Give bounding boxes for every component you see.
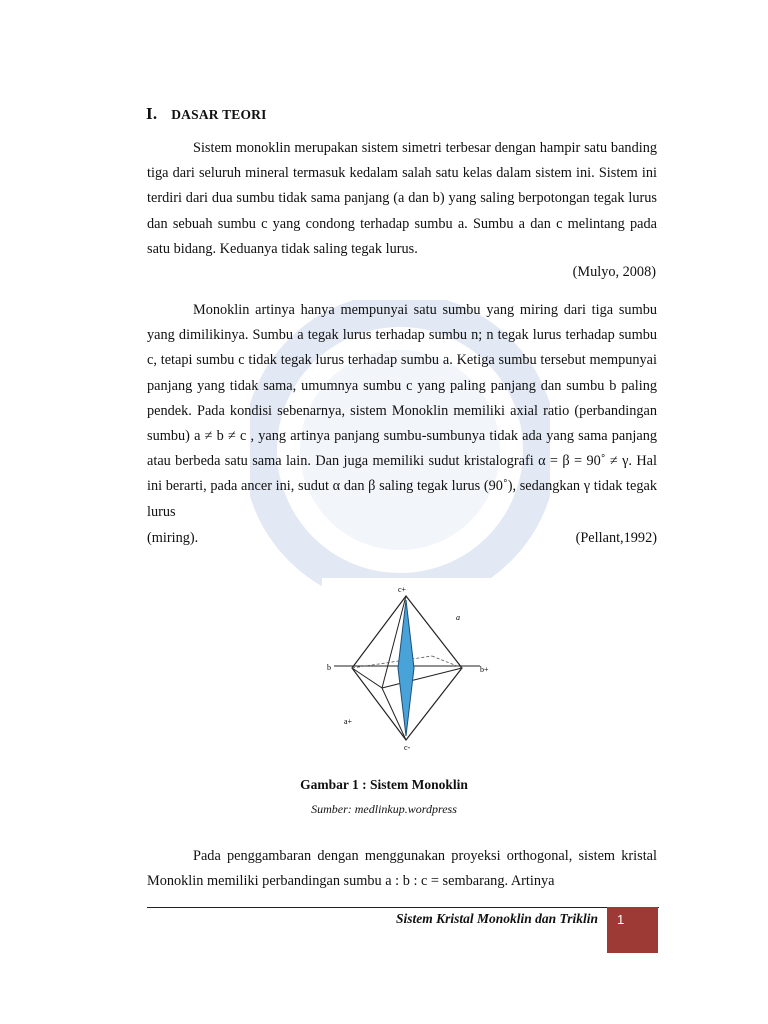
label-c-plus: c+ xyxy=(398,585,407,594)
section-heading xyxy=(146,104,267,124)
label-a-minus: a xyxy=(456,613,460,622)
citation-mulyo: (Mulyo, 2008) xyxy=(572,264,656,280)
figure-caption: Gambar 1 : Sistem Monoklin xyxy=(300,777,468,792)
label-b-minus: b xyxy=(327,663,331,672)
monoclinic-crystal-figure xyxy=(322,578,492,758)
paragraph-2-last-word: (miring). xyxy=(147,530,199,546)
page-number: 1 xyxy=(617,912,625,927)
citation-pellant: (Pellant,1992) xyxy=(575,530,657,546)
label-a-plus: a+ xyxy=(344,717,353,726)
footer-title: Sistem Kristal Monoklin dan Triklin xyxy=(395,911,598,926)
paragraph-1: Sistem monoklin merupakan sistem simetri terbesar dengan hampir satu banding tiga dari seluruh mineral termasuk kedalam salah satu kelas dalam sistem ini. Sistem ini terdiri dari dua sumbu tidak sama panjang (a dan b) yang saling berpotongan tegak lurus dan sebuah sumbu c yang condong terhadap sumbu a. Sumbu a dan c melintang pada satu bidang. Keduanya tidak saling tegak lurus. xyxy=(147,140,657,257)
label-b-plus: b+ xyxy=(480,665,489,674)
paragraph-2: Monoklin artinya hanya mempunyai satu sumbu yang miring dari tiga sumbu yang dimilikinya. Sumbu a tegak lurus terhadap sumbu n; n tegak lurus terhadap sumbu c, tetapi sumbu c tidak tegak lurus terhadap sumbu a. Ketiga sumbu tersebut mempunyai panjang yang tidak sama, umumnya sumbu c yang paling panjang dan sumbu b paling pendek. Pada kondisi sebenarnya, sistem Monoklin memiliki axial ratio (perbandingan sumbu) a ≠ b ≠ c , yang artinya panjang sumbu-sumbunya tidak ada yang sama panjang atau berbeda satu sama lain. Dan juga memiliki sudut kristalografi α = β = 90˚ ≠ γ. Hal ini berarti, pada ancer ini, sudut α dan β saling tegak lurus (90˚), sedangkan γ tidak tegak lurus xyxy=(147,302,657,520)
section-title: DASAR TEORI xyxy=(171,107,267,122)
footer-divider xyxy=(147,907,659,908)
section-number: I. xyxy=(146,104,158,123)
label-c-minus: c- xyxy=(404,743,411,752)
paragraph-3: Pada penggambaran dengan menggunakan proyeksi orthogonal, sistem kristal Monoklin memiliki perbandingan sumbu a : b : c = sembarang. Artinya xyxy=(147,848,657,890)
page-number-box xyxy=(607,907,658,953)
figure-source: Sumber: medlinkup.wordpress xyxy=(311,802,457,816)
paragraph-2-last-line xyxy=(147,526,657,551)
